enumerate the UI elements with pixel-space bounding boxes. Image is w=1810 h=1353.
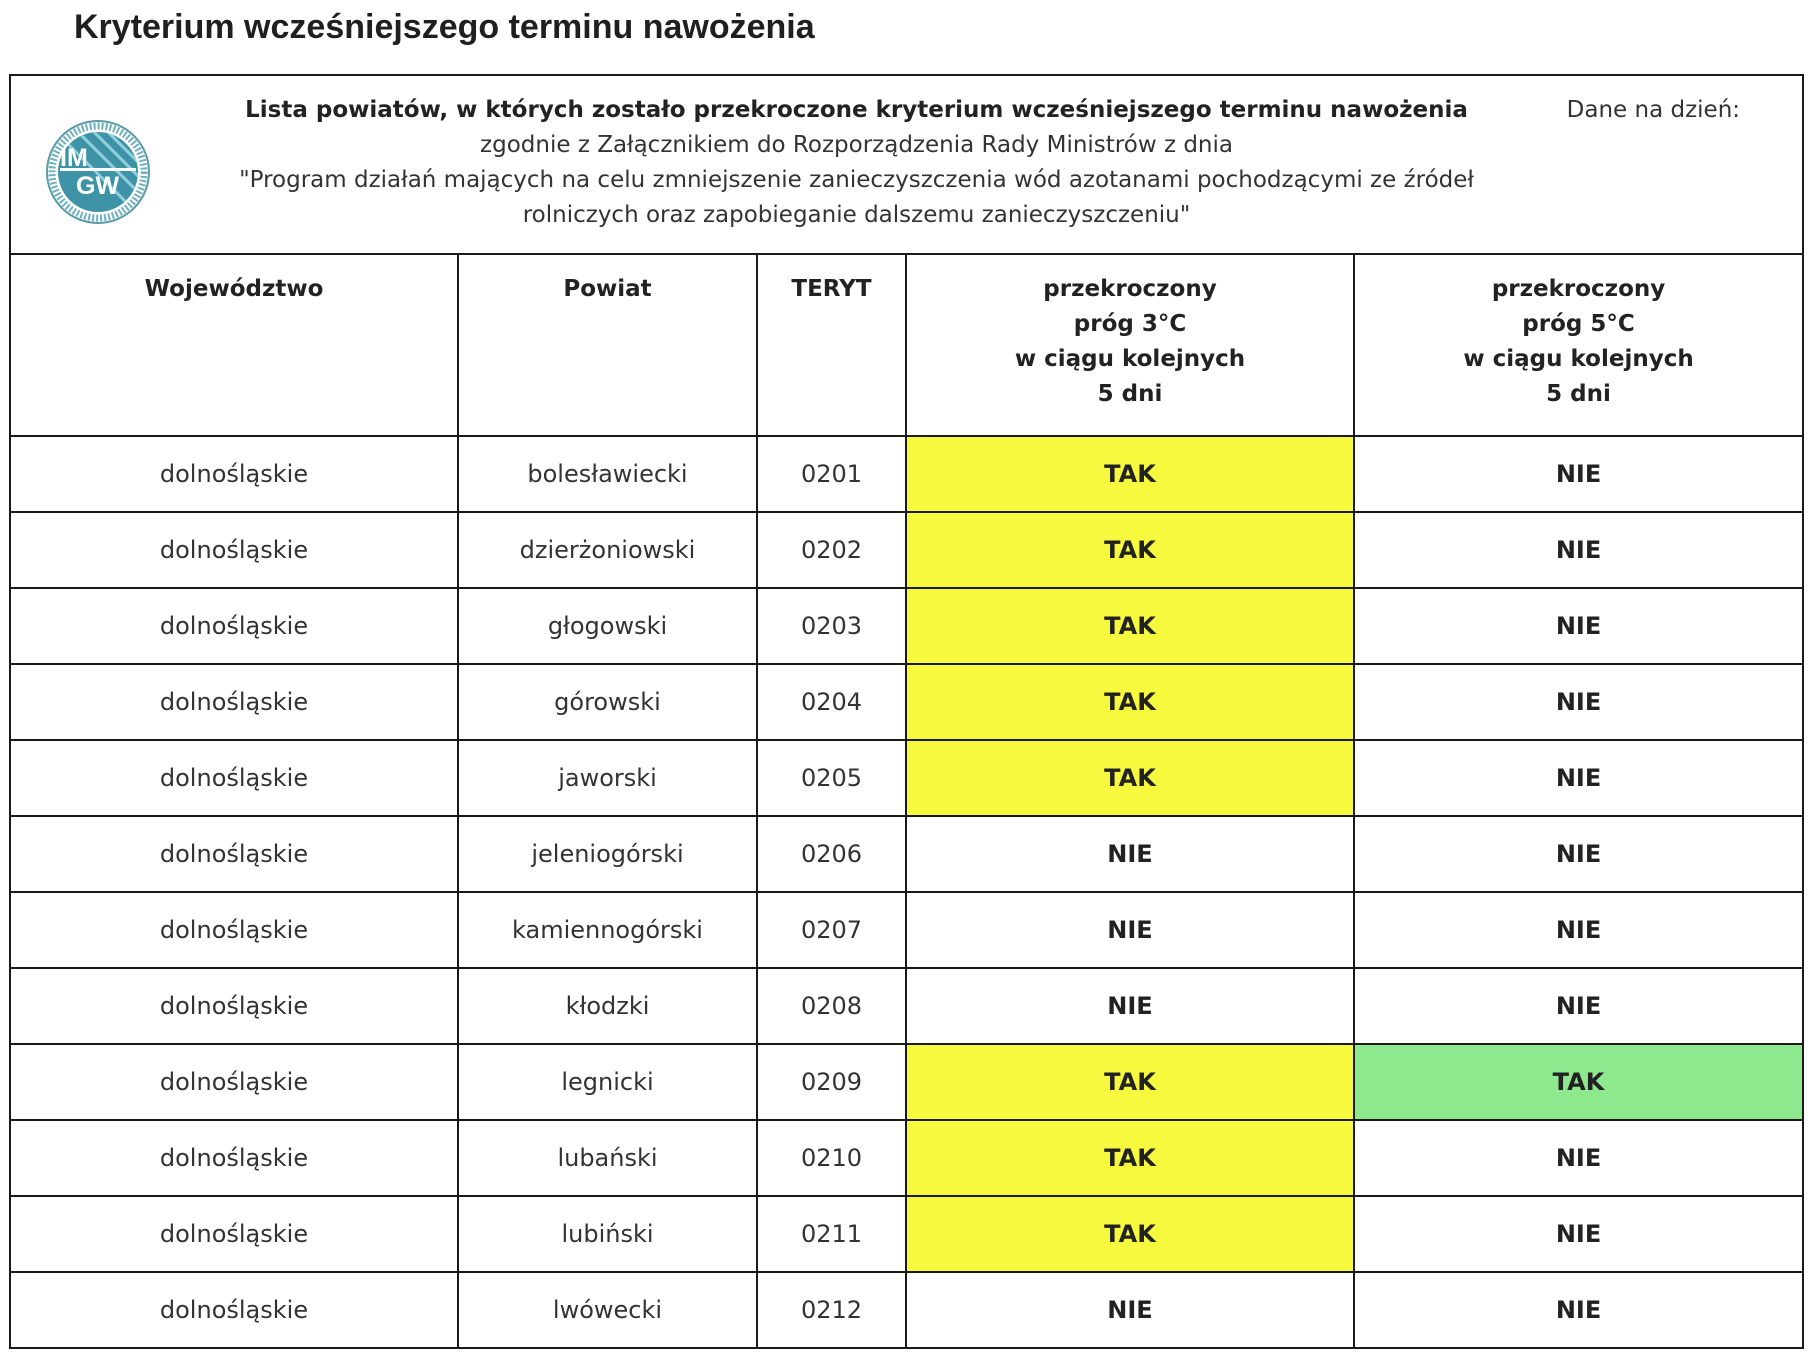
- cell-prog5: NIE: [1354, 512, 1803, 588]
- header-prog3-line: przekroczony: [1043, 276, 1217, 302]
- column-header-powiat: Powiat: [458, 254, 757, 436]
- cell-powiat: dzierżoniowski: [458, 512, 757, 588]
- cell-teryt: 0209: [757, 1044, 906, 1120]
- cell-teryt: 0201: [757, 436, 906, 512]
- cell-prog5: NIE: [1354, 664, 1803, 740]
- cell-powiat: lubański: [458, 1120, 757, 1196]
- cell-wojewodztwo: dolnośląskie: [10, 1044, 458, 1120]
- imgw-logo: [46, 120, 150, 224]
- cell-powiat: lubiński: [458, 1196, 757, 1272]
- table-row: [10, 816, 1803, 892]
- header-prog5-line: 5 dni: [1546, 381, 1611, 407]
- cell-powiat: górowski: [458, 664, 757, 740]
- cell-wojewodztwo: dolnośląskie: [10, 512, 458, 588]
- results-table: [9, 74, 1804, 1349]
- cell-teryt: 0212: [757, 1272, 906, 1348]
- cell-teryt: 0202: [757, 512, 906, 588]
- cell-wojewodztwo: dolnośląskie: [10, 1272, 458, 1348]
- cell-prog5: NIE: [1354, 1272, 1803, 1348]
- cell-teryt: 0204: [757, 664, 906, 740]
- cell-powiat: legnicki: [458, 1044, 757, 1120]
- cell-powiat: głogowski: [458, 588, 757, 664]
- cell-teryt: 0205: [757, 740, 906, 816]
- table-row: [10, 892, 1803, 968]
- cell-prog3: TAK: [906, 436, 1354, 512]
- cell-wojewodztwo: dolnośląskie: [10, 436, 458, 512]
- column-header-prog5: [1354, 254, 1803, 436]
- cell-wojewodztwo: dolnośląskie: [10, 1120, 458, 1196]
- banner-text: [221, 93, 1492, 233]
- cell-teryt: 0206: [757, 816, 906, 892]
- logo-text-bottom: GW: [76, 172, 120, 200]
- cell-teryt: 0208: [757, 968, 906, 1044]
- cell-powiat: jaworski: [458, 740, 757, 816]
- table-body: [10, 436, 1803, 1348]
- table-row: [10, 664, 1803, 740]
- header-prog5-line: w ciągu kolejnych: [1463, 346, 1694, 372]
- cell-prog5: NIE: [1354, 436, 1803, 512]
- table-row: [10, 968, 1803, 1044]
- cell-wojewodztwo: dolnośląskie: [10, 664, 458, 740]
- cell-powiat: lwówecki: [458, 1272, 757, 1348]
- cell-prog3: TAK: [906, 512, 1354, 588]
- table-row: [10, 512, 1803, 588]
- header-prog3-line: 5 dni: [1097, 381, 1163, 407]
- page-title: Kryterium wcześniejszego terminu nawożenia: [74, 8, 815, 46]
- column-header-prog3: [906, 254, 1354, 436]
- cell-prog3: TAK: [906, 588, 1354, 664]
- column-header-wojewodztwo: Województwo: [10, 254, 458, 436]
- table-row: [10, 1196, 1803, 1272]
- header-prog5-line: przekroczony: [1491, 276, 1666, 302]
- cell-prog5: NIE: [1354, 892, 1803, 968]
- cell-teryt: 0207: [757, 892, 906, 968]
- banner-title: Lista powiatów, w których zostało przekroczone kryterium wcześniejszego terminu nawożenia: [245, 97, 1468, 123]
- banner-line-3: rolniczych oraz zapobieganie dalszemu zanieczyszczeniu": [522, 202, 1191, 228]
- cell-wojewodztwo: dolnośląskie: [10, 892, 458, 968]
- cell-powiat: bolesławiecki: [458, 436, 757, 512]
- banner-line-2: "Program działań mających na celu zmniejszenie zanieczyszczenia wód azotanami pochodzącymi ze źródeł: [239, 167, 1474, 193]
- cell-prog5: TAK: [1354, 1044, 1803, 1120]
- cell-prog5: NIE: [1354, 968, 1803, 1044]
- header-prog5-line: próg 5°C: [1522, 311, 1635, 337]
- cell-teryt: 0203: [757, 588, 906, 664]
- cell-wojewodztwo: dolnośląskie: [10, 968, 458, 1044]
- cell-prog5: NIE: [1354, 740, 1803, 816]
- cell-prog5: NIE: [1354, 1196, 1803, 1272]
- cell-wojewodztwo: dolnośląskie: [10, 740, 458, 816]
- cell-prog3: TAK: [906, 740, 1354, 816]
- cell-powiat: kamiennogórski: [458, 892, 757, 968]
- column-header-row: [10, 254, 1803, 436]
- banner-row: [10, 75, 1803, 254]
- cell-wojewodztwo: dolnośląskie: [10, 588, 458, 664]
- cell-prog3: TAK: [906, 1044, 1354, 1120]
- cell-powiat: kłodzki: [458, 968, 757, 1044]
- cell-teryt: 0210: [757, 1120, 906, 1196]
- cell-prog5: NIE: [1354, 816, 1803, 892]
- cell-wojewodztwo: dolnośląskie: [10, 1196, 458, 1272]
- table-row: [10, 1044, 1803, 1120]
- banner: [10, 75, 1803, 254]
- cell-teryt: 0211: [757, 1196, 906, 1272]
- data-date-label: Dane na dzień:: [1566, 97, 1741, 123]
- cell-prog3: NIE: [906, 968, 1354, 1044]
- cell-prog3: TAK: [906, 664, 1354, 740]
- cell-prog3: TAK: [906, 1196, 1354, 1272]
- table-row: [10, 436, 1803, 512]
- column-header-teryt: TERYT: [757, 254, 906, 436]
- cell-powiat: jeleniogórski: [458, 816, 757, 892]
- cell-prog5: NIE: [1354, 588, 1803, 664]
- table-row: [10, 1120, 1803, 1196]
- cell-prog5: NIE: [1354, 1120, 1803, 1196]
- table-row: [10, 1272, 1803, 1348]
- cell-prog3: NIE: [906, 892, 1354, 968]
- table-row: [10, 588, 1803, 664]
- logo-text-top: IM: [60, 144, 88, 172]
- cell-prog3: TAK: [906, 1120, 1354, 1196]
- cell-wojewodztwo: dolnośląskie: [10, 816, 458, 892]
- banner-line-1: zgodnie z Załącznikiem do Rozporządzenia Rady Ministrów z dnia: [480, 132, 1233, 158]
- header-prog3-line: próg 3°C: [1073, 311, 1187, 337]
- cell-prog3: NIE: [906, 816, 1354, 892]
- cell-prog3: NIE: [906, 1272, 1354, 1348]
- table-row: [10, 740, 1803, 816]
- header-prog3-line: w ciągu kolejnych: [1014, 346, 1246, 372]
